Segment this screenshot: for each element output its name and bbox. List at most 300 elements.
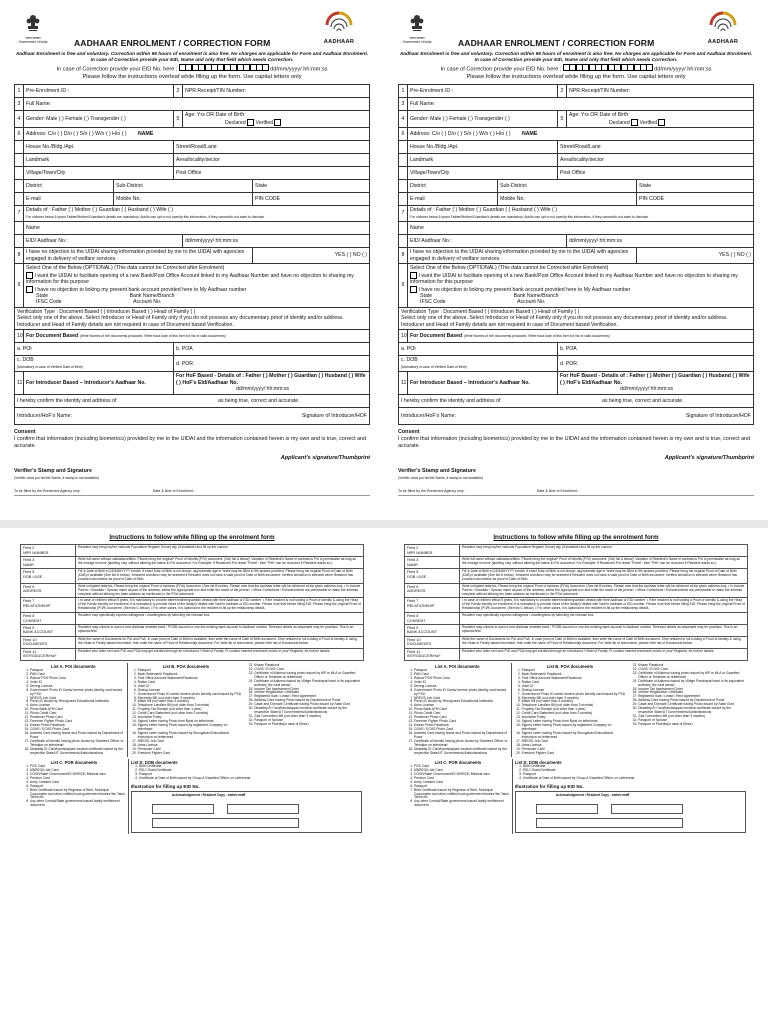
- document-list-item: 10. Photo Bank ATM Card: [414, 708, 509, 712]
- village-field[interactable]: Village/Town/City: [408, 167, 558, 180]
- sharing-yes-no[interactable]: YES ( ) NO ( ): [253, 248, 370, 264]
- district-field[interactable]: District: [408, 180, 498, 193]
- instructions-table: [20, 544, 364, 661]
- document-list-item: 7. Birth Certificate issued by Registrar of Birth, Municipal Corporation and other notified local government bodies like Taluk, Tehsil etc.: [414, 789, 510, 801]
- instructions-table: [404, 544, 748, 661]
- list-b-continued: [244, 663, 364, 757]
- link-account-checkbox[interactable]: [26, 286, 33, 293]
- instruction-row: [21, 569, 364, 584]
- instructions-title: Instructions to follow while filling up the enrolment form: [109, 534, 275, 541]
- document-list-item: 32. Passport of Spouse: [638, 719, 746, 723]
- list-a: List A. POI documents 1. Passport 2. PAN Card 3. Ration/ PDS Photo Card 4. Voter ID 5. Driving License 6. Government Photo ID Cards/ service photo identity card issued by PSU 7. NREGS Job Card 8. Photo ID issued by Recognized Educational Institution 9. Arms License 10. Photo Bank ATM Card 11. Photo Credit Card 12. Pensioner Photo Card 13. Freedom Fighter Photo Card 14. Kissan Photo Passbook 15. CGHS / ECHS Photo Card 16. Address Card having Name and Photo issued by Department of Posts 17. Certificate of Identify having photo issued by Gazetted Officer or Tehsildar on letterhead 18. Disability ID Card/handicapped medical certificate issued by the respective State/UT Governments/Administrations: [404, 663, 512, 757]
- document-list-item: 29. Caste and Domicile Certificate having Photo issued by State Govt.: [638, 703, 746, 707]
- illustration-title: Illustration for filling up EID No.: [130, 783, 200, 789]
- document-list-item: 2. MNREGA Job Card: [30, 769, 126, 773]
- form-table: 1 Pre-Enrolment ID : 2 NPR Receipt/TIN Number: 3 Full Name: 4 Gender: Male ( ) Female ( ) Transgender ( ) 5 Age: Yrs OR Date of Birth: Declared Verified 6 Address: C/o ( ) D/o ( ) S/o ( ) W/o ( ) H/o ( ) NAME House No./Bldg./Apt. Street/Road/Lane Landmark Area/locality/sector Village/Town/City Post Office District Sub-District State E-mail Mobile No. PIN CODE 7 Details of : Father ( ) Mother ( ) Guardian ( ) Husband ( ) Wife ( ) For children below 5 years Father/Mother/Guardian's details are mandatory. Adults can opt to not specify this information, if they cannot/do not want to disclose. Name EID/ Aadhaar No.: dd/mm/yyyy/ hh:mm:ss 8 I have no objection to the UIDAI sharing information provided by me to the UIDAI with agencies engaged in delivery of welfare services. YES ( ) NO ( ) 9 Select One of the Below (OPTIONAL) (This data cannot be Corrected after Enrolment) I want the UIDAI to facilitate opening of a new Bank/Post Office Account linked to my Aadhaar Number and have no objection to sharing my information for this purpose I have no objection to linking my present bank account provided here to My Aadhaar number State Bank Name/Branch IFSC Code Account No. Verification Type : Document Based ( ) Introducer Based ( ) Head of Family ( ) Select only one of the above. Select Introducer or Head of Family only if you do not possess any documentary proof of identity and/or address. Introducer and Head of Family details are not required in case of Document based Verification. 10 For Document Based (Write Names of the documents produced, Refer back side of this form for list of valid documents) a. POI b. POA c. DOB (Mandatory in case of Verified Date of Birth) d. POR 11 For Introducer Based – Introducer's Aadhaar No. For HoF Based - Details of : Father ( ) Mother ( ) Guardian ( ) Husband ( ) Wife ( ) HoF's EId/Aadhaar No. dd/mm/yyyy/ hh:mm:ss I hereby confirm the identity and address of as being true, correct and accurate. Introducer/HoF's Name: Signature of Introducer/HOF: [14, 84, 370, 425]
- document-list-item: 6. Passport: [30, 785, 126, 789]
- dob-doc-field[interactable]: c. DOB (Mandatory in case of Verified Date of Birth): [399, 356, 558, 372]
- instruction-text: Resident may bring his/her National Population Register Survey slip (if available) and fill up the column.: [460, 545, 748, 557]
- instruction-field-label: Field 10 DOCUMENTS: [21, 636, 76, 648]
- poi-field[interactable]: a. POI: [399, 343, 558, 356]
- pre-enrolment-id-field[interactable]: Pre-Enrolment ID :: [24, 85, 174, 98]
- document-list-item: 12. Pensioner Photo Card: [414, 716, 509, 720]
- form-header: [398, 10, 754, 52]
- document-list-item: 2. PAN Card: [30, 673, 125, 677]
- instruction-field-label: Field 8 CONSENT: [405, 613, 460, 625]
- instruction-row: [21, 648, 364, 660]
- applicant-signature[interactable]: Applicant's signature/Thumbprint: [280, 454, 370, 461]
- relation-eid-field[interactable]: EID/ Aadhaar No.:: [408, 235, 567, 248]
- instruction-field-label: Field 3 NAME: [21, 557, 76, 569]
- document-list-item: 15. CGHS / ECHS Photo Card: [30, 728, 125, 732]
- instructions-page: [20, 534, 364, 834]
- email-field[interactable]: E-mail: [24, 193, 114, 206]
- document-list-item: 4. Certificate of Date of Birth issued by Group A Gazetted Officer on Letterhead: [139, 777, 362, 781]
- form-page-right: [384, 0, 768, 520]
- instruction-field-label: Field 9 BANK ACCOUNT: [405, 625, 460, 637]
- subdistrict-field[interactable]: Sub-District: [114, 180, 253, 193]
- pincode-field[interactable]: PIN CODE: [253, 193, 370, 206]
- document-list-item: 14. Signed Letter having Photo from Bank on letterhead: [522, 720, 627, 724]
- instruction-row: [405, 613, 748, 625]
- state-field[interactable]: State: [253, 180, 370, 193]
- document-list-item: 3. CGHS/State Government/ECHS/ESIC Medical card: [414, 773, 510, 777]
- declared-checkbox[interactable]: [247, 119, 254, 126]
- document-list-item: 18. Arms License: [138, 744, 243, 748]
- document-list-item: 10. Telephone Landline Bill (not older than 3 months): [138, 704, 243, 708]
- document-list-item: 12. Pensioner Photo Card: [30, 716, 125, 720]
- poa-field[interactable]: b. POA: [174, 343, 370, 356]
- document-list-item: 5. Driving License: [414, 685, 509, 689]
- document-list-item: 33. Passport of Parents(in case of Minor): [254, 723, 362, 727]
- list-b: List B. POA documents 1. Passport 2. Bank Statement/ Passbook 3. Post Office Account Statement/Passbook 4. Ration Card 5. Voter ID 6. Driving License 7. Government Photo ID cards/ service photo identity card issued by PSU 8. Electricity Bill (not older than 3 months) 9. Water bill (not older than 3 months) 10. Telephone Landline Bill (not older than 3 months) 11. Property Tax Receipt (not older than 1 year) 12. Credit Card Statement (not older than 3 months) 13. Insurance Policy 14. Signed Letter having Photo from Bank on letterhead 15. Signed Letter having Photo issued by registered Company on letterhead 16. Signed Letter having Photo issued by Recognized Educational Instruction on letterhead 17. NREGS Job Card 18. Arms License 19. Pensioner Card 20. Freedom Fighter Card: [512, 663, 629, 757]
- landmark-field[interactable]: Landmark: [24, 154, 174, 167]
- document-list-item: 3. Ration/ PDS Photo Card: [414, 677, 509, 681]
- consent-block: Consent I confirm that information (including biometrics) provided by me to the UIDAI and the information contained herein is my own and is true, correct and accurate.: [14, 428, 367, 449]
- pincode-field[interactable]: PIN CODE: [637, 193, 754, 206]
- document-list-item: 7. NREGS Job Card: [30, 697, 125, 701]
- confirm-line: I hereby confirm the identity and address of as being true, correct and accurate.: [15, 394, 370, 407]
- verification-type[interactable]: Verification Type : Document Based ( ) Introducer Based ( ) Head of Family ( ) Select only one of the above. Select Introducer or Head of Family only if you do not possess any documentary proof of identity and/or address. Introducer and Head of Family details are not required in case of Document based Verification.: [399, 307, 754, 330]
- page-gap: [0, 520, 768, 528]
- dob-field[interactable]: Age: Yrs OR Date of Birth: Declared Verified: [567, 111, 754, 128]
- introducer-sign-row: Introducer/HoF's Name: Signature of Introducer/HOF: [15, 407, 370, 424]
- document-list-item: 4. Pension Card: [414, 777, 510, 781]
- sharing-consent-text: I have no objection to the UIDAI sharing information provided by me to the UIDAI with agencies engaged in delivery of welfare services.: [408, 248, 637, 264]
- introducer-field[interactable]: For Introducer Based – Introducer's Aadhaar No.: [24, 372, 174, 395]
- document-list-item: 14. Kissan Photo Passbook: [30, 724, 125, 728]
- agency-line: To be filled by the Enrolment Agency only : Date & time of Enrolment :: [14, 489, 370, 495]
- document-list-item: 1. PDS Card: [414, 765, 510, 769]
- document-list-item: 33. Passport of Parents(in case of Minor): [638, 723, 746, 727]
- document-list-item: 5. Voter ID: [522, 685, 627, 689]
- document-list-item: 1. Birth Certificate: [139, 765, 362, 769]
- document-list-item: 9. Arms License: [30, 704, 125, 708]
- introducer-sign-row: Introducer/HoF's Name: Signature of Introducer/HOF: [399, 407, 754, 424]
- document-list-item: 11. Property Tax Receipt (not older than 1 year): [522, 708, 627, 712]
- form-table: 1 Pre-Enrolment ID : 2 NPR Receipt/TIN Number: 3 Full Name: 4 Gender: Male ( ) Female ( ) Transgender ( ) 5 Age: Yrs OR Date of Birth: Declared Verified 6 Address: C/o ( ) D/o ( ) S/o ( ) W/o ( ) H/o ( ) NAME House No./Bldg./Apt. Street/Road/Lane Landmark Area/locality/sector Village/Town/City Post Office District Sub-District State E-mail Mobile No. PIN CODE 7 Details of : Father ( ) Mother ( ) Guardian ( ) Husband ( ) Wife ( ) For children below 5 years Father/Mother/Guardian's details are mandatory. Adults can opt to not specify this information, if they cannot/do not want to disclose. Name EID/ Aadhaar No.: dd/mm/yyyy/ hh:mm:ss 8 I have no objection to the UIDAI sharing information provided by me to the UIDAI with agencies engaged in delivery of welfare services. YES ( ) NO ( ) 9 Select One of the Below (OPTIONAL) (This data cannot be Corrected after Enrolment) I want the UIDAI to facilitate opening of a new Bank/Post Office Account linked to my Aadhaar Number and have no objection to sharing my information for this purpose I have no objection to linking my present bank account provided here to My Aadhaar number State Bank Name/Branch IFSC Code Account No. Verification Type : Document Based ( ) Introducer Based ( ) Head of Family ( ) Select only one of the above. Select Introducer or Head of Family only if you do not possess any documentary proof of identity and/or address. Introducer and Head of Family details are not required in case of Document based Verification. 10 For Document Based (Write Names of the documents produced, Refer back side of this form for list of valid documents) a. POI b. POA c. DOB (Mandatory in case of Verified Date of Birth) d. POR 11 For Introducer Based – Introducer's Aadhaar No. For HoF Based - Details of : Father ( ) Mother ( ) Guardian ( ) Husband ( ) Wife ( ) HoF's EId/Aadhaar No. dd/mm/yyyy/ hh:mm:ss I hereby confirm the identity and address of as being true, correct and accurate. Introducer/HoF's Name: Signature of Introducer/HOF: [398, 84, 754, 425]
- instructions-title: Instructions to follow while filling up the enrolment form: [493, 534, 659, 541]
- document-list-item: 18. Disability ID Card/handicapped medical certificate issued by the respective State/UT Governments/Administrations: [30, 748, 125, 756]
- instruction-text: Fill in Date of Birth in DD/MM/YYYY format. If exact Date of Birth is not known, approximate age in Years may be filled in the spaces provided. Please bring the original Proof of Date of Birth (DoB) if available (See list D below). Declared checkbox may be selected if Resident does not have a valid proof of Date of Birth document. Verified checkbox is selected when Resident has provided documents as proof of Date of Birth.: [460, 569, 748, 584]
- aadhaar-logo-icon: AADHAAR: [698, 10, 748, 50]
- instruction-text: • In case of children below 5 years, it is mandatory to provide father/mother/guardian details with their Aadhaar or EID number. • If the resident is not holding a Proof of Identity & using the Head of the Family identity for enrolment, it is mandatory to provide Head of the family's details with his/her Aadhaar or EID number. Please note that before filling EID. Please bring the original Proof of Relationship (POR) document. (See list C below). • For other cases, it is optional for the resident to fill up the relationship details.: [76, 598, 364, 613]
- consent-block: Consent I confirm that information (including biometrics) provided by me to the UIDAI and the information contained herein is my own and is true, correct and accurate.: [398, 428, 751, 449]
- document-list-item: 4. Voter ID: [30, 681, 125, 685]
- document-list-item: 28. Address Card having Photo issued by Department of Posts: [638, 699, 746, 703]
- relation-eid-datetime: dd/mm/yyyy/ hh:mm:ss: [183, 235, 370, 248]
- document-list-item: 7. NREGS Job Card: [414, 697, 509, 701]
- area-field[interactable]: Area/locality/sector: [174, 154, 370, 167]
- instruction-row: [405, 625, 748, 637]
- hof-field[interactable]: For HoF Based - Details of : Father ( ) Mother ( ) Guardian ( ) Husband ( ) Wife ( ) HoF's EId/Aadhaar No. dd/mm/yyyy/ hh:mm:ss: [174, 372, 370, 395]
- instruction-text: Resident who does not have POI and POA may get enrolled through an Introduced / Head of Family. PI contact nearest enrolment centre or your Registrar, for further details.: [76, 648, 364, 660]
- instruction-row: [405, 598, 748, 613]
- full-name-field[interactable]: Full Name:: [408, 98, 754, 111]
- new-account-checkbox[interactable]: [26, 272, 33, 279]
- document-list-item: 26. Vehicle Registration Certificate: [638, 691, 746, 695]
- new-account-checkbox[interactable]: [410, 272, 417, 279]
- instruction-field-label: Field 9 BANK ACCOUNT: [21, 625, 76, 637]
- document-list-item: 9. Water bill (not older than 3 months): [522, 700, 627, 704]
- document-list-item: 6. Driving License: [138, 689, 243, 693]
- document-list-item: 17. Certificate of Identify having photo issued by Gazetted Officer or Tehsildar on letterhead: [30, 740, 125, 748]
- verifier-stamp: Verifier's Stamp and Signature (Verifier must put his/her Name, if stamp is not available): [14, 467, 99, 480]
- instruction-field-label: Field 10 DOCUMENTS: [405, 636, 460, 648]
- instructions-line: Please follow the instructions overleaf while filling up the form. Use capital letters only: [82, 74, 302, 81]
- document-list-item: 4. Certificate of Date of Birth issued by Group A Gazetted Officer on Letterhead: [523, 777, 746, 781]
- document-list-item: 6. Government Photo ID Cards/ service photo identity card issued by PSU: [30, 689, 125, 697]
- document-list-item: 2. PAN Card: [414, 673, 509, 677]
- dob-doc-field[interactable]: c. DOB (Mandatory in case of Verified Date of Birth): [15, 356, 174, 372]
- document-list-item: 14. Kissan Photo Passbook: [414, 724, 509, 728]
- document-list-item: 4. Pension Card: [30, 777, 126, 781]
- document-list-item: 1. Passport: [30, 669, 125, 673]
- document-list-item: 1. Passport: [522, 669, 627, 673]
- document-lists-bottom: [20, 759, 364, 834]
- document-list-item: 20. Freedom Fighter Card: [522, 752, 627, 756]
- instruction-row: [21, 545, 364, 557]
- instruction-text: Resident may choose to open a new Aadhaar enabled bank / POSB account or can link existing bank account to Aadhaar number. Relevant details as requested may be provided. This is an optional field.: [460, 625, 748, 637]
- hof-field[interactable]: For HoF Based - Details of : Father ( ) Mother ( ) Guardian ( ) Husband ( ) Wife ( ) HoF's EId/Aadhaar No. dd/mm/yyyy/ hh:mm:ss: [558, 372, 754, 395]
- instruction-field-label: Field 6 ADDRESS: [405, 583, 460, 598]
- instruction-field-label: Field 2 NPR NUMBER: [21, 545, 76, 557]
- document-list-item: 13. Freedom Fighter Photo Card: [30, 720, 125, 724]
- document-list-item: 5. Army Canteen Card: [414, 781, 510, 785]
- document-list-item: 7. Government Photo ID cards/ service photo identity card issued by PSU: [522, 693, 627, 697]
- instructions-line: Please follow the instructions overleaf while filling up the form. Use capital letters only: [466, 74, 686, 81]
- instruction-row: [21, 636, 364, 648]
- npr-field[interactable]: NPR Receipt/TIN Number:: [567, 85, 754, 98]
- document-list-item: 18. Disability ID Card/handicapped medical certificate issued by the respective State/UT Governments/Administrations: [414, 748, 509, 756]
- document-list-item: 15. Signed Letter having Photo issued by registered Company on letterhead: [138, 724, 243, 732]
- list-d: List D. DOB documents 1. Birth Certificate 2. SSLC Book/Certificate 3. Passport 4. Certificate of Date of Birth issued by Group A Gazetted Officer on Letterhead Illustration for filling up EID No. Acknowledgement / Resident Copy - नामांकन पावती: [513, 759, 748, 834]
- pre-enrolment-id-field[interactable]: Pre-Enrolment ID :: [408, 85, 558, 98]
- document-list-item: 27. Registered Sale / Lease / Rent Agreement: [638, 695, 746, 699]
- bank-option-field: Select One of the Below (OPTIONAL) (This data cannot be Corrected after Enrolment) I want the UIDAI to facilitate opening of a new Bank/Post Office Account linked to my Aadhaar Number and have no objection to sharing my information for this purpose I have no objection to linking my present bank account provided here to My Aadhaar number State Bank Name/Branch IFSC Code Account No.: [408, 264, 754, 308]
- document-based-header: For Document Based (Write Names of the documents produced, Refer back side of this form for list of valid documents): [24, 330, 370, 343]
- instruction-text: Write the name of Documents for PoI and PoA. In case proof of Date of Birth is available, then write the name of Date of Birth document. If the resident is not holding a Proof of Identity & using the Head of Family based enrolment, then write the name of Proof of Relationship document. For Valid list of documents, please refer list of Documents below.: [76, 636, 364, 648]
- instruction-row: [21, 598, 364, 613]
- document-list-item: 17. NREGS Job Card: [138, 740, 243, 744]
- applicant-signature[interactable]: Applicant's signature/Thumbprint: [664, 454, 754, 461]
- document-list-item: 17. Certificate of Identify having photo issued by Gazetted Officer or Tehsildar on letterhead: [414, 740, 509, 748]
- instruction-row: [405, 636, 748, 648]
- form-header: [14, 10, 370, 52]
- instructions-page-right: [384, 528, 768, 1024]
- document-list-item: 8. Electricity Bill (not older than 3 months): [522, 697, 627, 701]
- subdistrict-field[interactable]: Sub-District: [498, 180, 637, 193]
- instruction-row: [405, 557, 748, 569]
- instruction-text: Resident who does not have POI and POA may get enrolled through an Introduced / Head of Family. PI contact nearest enrolment centre or your Registrar, for further details.: [460, 648, 748, 660]
- enrolment-form: [14, 10, 370, 496]
- dob-field[interactable]: Age: Yrs OR Date of Birth: Declared Verified: [183, 111, 370, 128]
- instruction-field-label: Field 5 DOB / AGE: [21, 569, 76, 584]
- document-list-item: 17. NREGS Job Card: [522, 740, 627, 744]
- document-list-item: 5. Army Canteen Card: [30, 781, 126, 785]
- instructions-page: [404, 534, 748, 834]
- instruction-field-label: Field 11 INTRODUCER/HoF: [405, 648, 460, 660]
- instruction-row: [21, 613, 364, 625]
- document-list-item: 8. Photo ID issued by Recognized Educational Institution: [414, 700, 509, 704]
- form-page-left: [0, 0, 384, 520]
- confirm-line: I hereby confirm the identity and address of as being true, correct and accurate.: [399, 394, 754, 407]
- full-name-field[interactable]: Full Name:: [24, 98, 370, 111]
- document-list-item: 3. Post Office Account Statement/Passbook: [138, 677, 243, 681]
- document-list-item: 23. Certificate of Address having photo issued by MP or MLA or Gazetted Officer or Tehsildar on letterhead: [638, 672, 746, 680]
- introducer-field[interactable]: For Introducer Based – Introducer's Aadhaar No.: [408, 372, 558, 395]
- district-field[interactable]: District: [24, 180, 114, 193]
- document-list-item: 15. Signed Letter having Photo issued by registered Company on letterhead: [522, 724, 627, 732]
- document-list-item: 8. Photo ID issued by Recognized Educational Institution: [30, 700, 125, 704]
- declared-checkbox[interactable]: [631, 119, 638, 126]
- document-list-item: 26. Vehicle Registration Certificate: [254, 691, 362, 695]
- village-field[interactable]: Village/Town/City: [24, 167, 174, 180]
- address-field[interactable]: Address: C/o ( ) D/o ( ) S/o ( ) W/o ( ) H/o ( ) NAME: [24, 128, 370, 141]
- instruction-field-label: Field 2 NPR NUMBER: [405, 545, 460, 557]
- document-list-item: 16. Signed Letter having Photo issued by Recognized Educational Instruction on letterhead: [138, 732, 243, 740]
- document-lists-bottom: [404, 759, 748, 834]
- verified-checkbox[interactable]: [658, 119, 665, 126]
- document-list-item: 2. Bank Statement/ Passbook: [138, 673, 243, 677]
- instruction-row: [405, 545, 748, 557]
- document-list-item: 19. Pensioner Card: [138, 748, 243, 752]
- street-field[interactable]: Street/Road/Lane: [174, 141, 370, 154]
- document-list-item: 32. Passport of Spouse: [254, 719, 362, 723]
- instruction-text: Fill in Date of Birth in DD/MM/YYYY format. If exact Date of Birth is not known, approximate age in Years may be filled in the spaces provided. Please bring the original Proof of Date of Birth (DoB) if available (See list D below). Declared checkbox may be selected if Resident does not have a valid proof of Date of Birth document. Verified checkbox is selected when Resident has provided documents as proof of Date of Birth.: [76, 569, 364, 584]
- relation-field[interactable]: Details of : Father ( ) Mother ( ) Guardian ( ) Husband ( ) Wife ( ) For children below 5 years Father/Mother/Guardian's details are mandatory. Adults can opt to not specify this information, if they cannot/do not want to disclose.: [24, 206, 370, 222]
- document-list-item: 23. Certificate of Address having photo issued by MP or MLA or Gazetted Officer or Tehsildar on letterhead: [254, 672, 362, 680]
- document-list-item: 2. SSLC Book/Certificate: [523, 769, 746, 773]
- national-emblem-icon: भारत सरकार Government of India: [18, 14, 48, 48]
- document-list-item: 30. Disability ID Card/handicapped medical certificate issued by the respective State/UT Governments/Administrations: [254, 707, 362, 715]
- document-list-item: 20. Freedom Fighter Card: [138, 752, 243, 756]
- document-list-item: 2. MNREGA Job Card: [414, 769, 510, 773]
- document-list-item: 7. Birth Certificate issued by Registrar of Birth, Municipal Corporation and other notified local government bodies like Taluk, Tehsil etc.: [30, 789, 126, 801]
- document-list-item: 31. Gas Connection Bill (not older than 3 months): [254, 715, 362, 719]
- instruction-text: Resident may bring his/her National Population Register Survey slip (if available) and fill up the column.: [76, 545, 364, 557]
- gender-field[interactable]: Gender: Male ( ) Female ( ) Transgender ( ): [24, 111, 174, 128]
- document-list-item: 9. Water bill (not older than 3 months): [138, 700, 243, 704]
- gender-field[interactable]: Gender: Male ( ) Female ( ) Transgender ( ): [408, 111, 558, 128]
- document-list-item: 1. Passport: [138, 669, 243, 673]
- instruction-text: Write the name of Documents for PoI and PoA. In case proof of Date of Birth is available, then write the name of Date of Birth document. If the resident is not holding a Proof of Identity & using the Head of Family based enrolment, then write the name of Proof of Relationship document. For Valid list of documents, please refer list of Documents below.: [460, 636, 748, 648]
- eid-boxes[interactable]: [563, 64, 653, 74]
- free-note: Aadhaar Enrolment is free and voluntary. Correction within 96 hours of enrolment is also free. No charges are applicable for Form and Aadhaar Enrolment. In case of Correction provide your EID, Name and only that field which needs Correction.: [15, 52, 369, 63]
- document-list-item: 6. Passport: [414, 785, 510, 789]
- document-list-item: 15. CGHS / ECHS Photo Card: [414, 728, 509, 732]
- document-list-item: 8. Any other Central/State government issued family entitlement document.: [414, 800, 510, 808]
- instruction-text: Resident may specifically express willingness / unwillingness by selecting the relevant box.: [76, 613, 364, 625]
- eid-illustration: Acknowledgement / Resident Copy - नामांकन पावती: [131, 791, 362, 833]
- document-list-item: 30. Disability ID Card/handicapped medical certificate issued by the respective State/UT Governments/Administrations: [638, 707, 746, 715]
- verification-type[interactable]: Verification Type : Document Based ( ) Introducer Based ( ) Head of Family ( ) Select only one of the above. Select Introducer or Head of Family only if you do not possess any documentary proof of identity and/or address. Introducer and Head of Family details are not required in case of Document based Verification.: [15, 307, 370, 330]
- document-list-item: 8. Any other Central/State government issued family entitlement document.: [30, 800, 126, 808]
- instruction-row: [405, 583, 748, 598]
- document-list-item: 3. CGHS/State Government/ECHS/ESIC Medical card: [30, 773, 126, 777]
- document-list-item: 14. Signed Letter having Photo from Bank on letterhead: [138, 720, 243, 724]
- instruction-row: [405, 569, 748, 584]
- document-list-item: 12. Credit Card Statement (not older than 3 months): [138, 712, 243, 716]
- verifier-stamp: Verifier's Stamp and Signature (Verifier must put his/her Name, if stamp is not available): [398, 467, 483, 480]
- document-list-item: 8. Electricity Bill (not older than 3 months): [138, 697, 243, 701]
- document-list-item: 21. Kissan Passbook: [254, 664, 362, 668]
- document-lists-top: [404, 663, 748, 757]
- sharing-yes-no[interactable]: YES ( ) NO ( ): [637, 248, 754, 264]
- street-field[interactable]: Street/Road/Lane: [558, 141, 754, 154]
- instruction-field-label: Field 7 RELATIONSHIP: [21, 598, 76, 613]
- document-list-item: 6. Driving License: [522, 689, 627, 693]
- bank-option-field: Select One of the Below (OPTIONAL) (This data cannot be Corrected after Enrolment) I want the UIDAI to facilitate opening of a new Bank/Post Office Account linked to my Aadhaar Number and have no objection to sharing my information for this purpose I have no objection to linking my present bank account provided here to My Aadhaar number State Bank Name/Branch IFSC Code Account No.: [24, 264, 370, 308]
- por-field[interactable]: d. POR: [174, 356, 370, 372]
- post-office-field[interactable]: Post Office: [558, 167, 754, 180]
- instruction-text: Resident may specifically express willingness / unwillingness by selecting the relevant box.: [460, 613, 748, 625]
- document-list-item: 24. Certificate of Address issued by Village Panchayat head or its equivalent authority (for rural areas): [638, 680, 746, 688]
- document-list-item: 13. Insurance Policy: [138, 716, 243, 720]
- document-list-item: 16. Address Card having Name and Photo issued by Department of Posts: [414, 732, 509, 740]
- sharing-consent-text: I have no objection to the UIDAI sharing information provided by me to the UIDAI with agencies engaged in delivery of welfare services.: [24, 248, 253, 264]
- post-office-field[interactable]: Post Office: [174, 167, 370, 180]
- document-list-item: 9. Arms License: [414, 704, 509, 708]
- document-list-item: 3. Post Office Account Statement/Passbook: [522, 677, 627, 681]
- instruction-text: Write full name without salutations/titles. Please bring the original* Proof of Identity (POI) document. (See list A below). Variation in Resident's Name in contrast to PoI is permissible as long as the change is minor (spelling only, without altering the Name in PoI document. For Example: If Resident's PoI reads "Preeti", then "Priti" can be recorded if Resident wants so.): [460, 557, 748, 569]
- instruction-text: • In case of children below 5 years, it is mandatory to provide father/mother/guardian details with their Aadhaar or EID number. • If the resident is not holding a Proof of Identity & using the Head of the Family identity for enrolment, it is mandatory to provide Head of the family's details with his/her Aadhaar or EID number. Please note that before filling EID. Please bring the original Proof of Relationship (POR) document. (See list C below). • For other cases, it is optional for the resident to fill up the relationship details.: [460, 598, 748, 613]
- document-list-item: 11. Property Tax Receipt (not older than 1 year): [138, 708, 243, 712]
- document-based-header: For Document Based (Write Names of the documents produced, Refer back side of this form for list of valid documents): [408, 330, 754, 343]
- instruction-text: Write complete address. Please bring the original Proof of Address (POA) document. (See list B below). Please note that the Aadhaar letter will be delivered at the given address only. • In include Parent / Guardian / Spouse name as part of the address, select the appropriate box and enter the name of the person. • Minor Corrections / Enhancements are permissible to make the address complete without altering the base address as mentioned in the POA document.: [460, 583, 748, 598]
- document-list-item: 4. Voter ID: [414, 681, 509, 685]
- document-list-item: 22. CGHS / ECHS Card: [254, 668, 362, 672]
- document-list-item: 3. Ration/ PDS Photo Card: [30, 677, 125, 681]
- relation-field[interactable]: Details of : Father ( ) Mother ( ) Guardian ( ) Husband ( ) Wife ( ) For children below 5 years Father/Mother/Guardian's details are mandatory. Adults can opt to not specify this information, if they cannot/do not want to disclose.: [408, 206, 754, 222]
- list-d: List D. DOB documents 1. Birth Certificate 2. SSLC Book/Certificate 3. Passport 4. Certificate of Date of Birth issued by Group A Gazetted Officer on Letterhead Illustration for filling up EID No. Acknowledgement / Resident Copy - नामांकन पावती: [129, 759, 364, 834]
- document-list-item: 13. Freedom Fighter Photo Card: [414, 720, 509, 724]
- document-list-item: 4. Ration Card: [522, 681, 627, 685]
- instruction-field-label: Field 8 CONSENT: [21, 613, 76, 625]
- list-c: List C. POR documents 1. PDS Card 2. MNREGA Job Card 3. CGHS/State Government/ECHS/ESIC Medical card 4. Pension Card 5. Army Canteen Card 6. Passport 7. Birth Certificate issued by Registrar of Birth, Municipal Corporation and other notified local government bodies like Taluk, Tehsil etc. 8. Any other Central/State government issued family entitlement document.: [20, 759, 129, 834]
- list-a: List A. POI documents 1. Passport 2. PAN Card 3. Ration/ PDS Photo Card 4. Voter ID 5. Driving License 6. Government Photo ID Cards/ service photo identity card issued by PSU 7. NREGS Job Card 8. Photo ID issued by Recognized Educational Institution 9. Arms License 10. Photo Bank ATM Card 11. Photo Credit Card 12. Pensioner Photo Card 13. Freedom Fighter Photo Card 14. Kissan Photo Passbook 15. CGHS / ECHS Photo Card 16. Address Card having Name and Photo issued by Department of Posts 17. Certificate of Identify having photo issued by Gazetted Officer or Tehsildar on letterhead 18. Disability ID Card/handicapped medical certificate issued by the respective State/UT Governments/Administrations: [20, 663, 128, 757]
- mobile-field[interactable]: Mobile No.: [498, 193, 637, 206]
- instruction-field-label: Field 11 INTRODUCER/HoF: [21, 648, 76, 660]
- instruction-field-label: Field 6 ADDRESS: [21, 583, 76, 598]
- instruction-row: [405, 648, 748, 660]
- link-account-checkbox[interactable]: [410, 286, 417, 293]
- instruction-row: [21, 583, 364, 598]
- instruction-field-label: Field 5 DOB / AGE: [405, 569, 460, 584]
- mobile-field[interactable]: Mobile No.: [114, 193, 253, 206]
- document-list-item: 12. Credit Card Statement (not older than 3 months): [522, 712, 627, 716]
- eid-boxes[interactable]: [179, 64, 269, 74]
- document-list-item: 2. Bank Statement/ Passbook: [522, 673, 627, 677]
- document-list-item: 11. Photo Credit Card: [30, 712, 125, 716]
- document-list-item: 3. Passport: [523, 773, 746, 777]
- document-list-item: 1. PDS Card: [30, 765, 126, 769]
- instruction-text: Write complete address. Please bring the original Proof of Address (POA) document. (See list B below). Please note that the Aadhaar letter will be delivered at the given address only. • In include Parent / Guardian / Spouse name as part of the address, select the appropriate box and enter the name of the person. • Minor Corrections / Enhancements are permissible to make the address complete without altering the base address as mentioned in the POA document.: [76, 583, 364, 598]
- document-list-item: 2. SSLC Book/Certificate: [139, 769, 362, 773]
- document-list-item: 5. Driving License: [30, 685, 125, 689]
- instruction-row: [21, 557, 364, 569]
- email-field[interactable]: E-mail: [408, 193, 498, 206]
- document-list-item: 21. Kissan Passbook: [638, 664, 746, 668]
- house-field[interactable]: House No./Bldg./Apt.: [24, 141, 174, 154]
- enrolment-form: [398, 10, 754, 496]
- landmark-field[interactable]: Landmark: [408, 154, 558, 167]
- document-list-item: 27. Registered Sale / Lease / Rent Agreement: [254, 695, 362, 699]
- document-list-item: 1. Passport: [414, 669, 509, 673]
- poa-field[interactable]: b. POA: [558, 343, 754, 356]
- document-list-item: 7. Government Photo ID cards/ service photo identity card issued by PSU: [138, 693, 243, 697]
- instructions-page-left: [0, 528, 384, 1024]
- illustration-title: Illustration for filling up EID No.: [514, 783, 584, 789]
- house-field[interactable]: House No./Bldg./Apt.: [408, 141, 558, 154]
- agency-line: To be filled by the Enrolment Agency only : Date & time of Enrolment :: [398, 489, 754, 495]
- list-c: List C. POR documents 1. PDS Card 2. MNREGA Job Card 3. CGHS/State Government/ECHS/ESIC Medical card 4. Pension Card 5. Army Canteen Card 6. Passport 7. Birth Certificate issued by Registrar of Birth, Municipal Corporation and other notified local government bodies like Taluk, Tehsil etc. 8. Any other Central/State government issued family entitlement document.: [404, 759, 513, 834]
- relation-name-field[interactable]: Name: [24, 222, 370, 235]
- relation-eid-datetime: dd/mm/yyyy/ hh:mm:ss: [567, 235, 754, 248]
- area-field[interactable]: Area/locality/sector: [558, 154, 754, 167]
- relation-eid-field[interactable]: EID/ Aadhaar No.:: [24, 235, 183, 248]
- verified-checkbox[interactable]: [274, 119, 281, 126]
- poi-field[interactable]: a. POI: [15, 343, 174, 356]
- instruction-text: Resident may choose to open a new Aadhaar enabled bank / POSB account or can link existing bank account to Aadhaar number. Relevant details as requested may be provided. This is an optional field.: [76, 625, 364, 637]
- document-lists-top: [20, 663, 364, 757]
- relation-name-field[interactable]: Name: [408, 222, 754, 235]
- eid-row: In case of Correction provide your EID No. here : dd/mm/yyyy/ hh:mm:ss: [398, 64, 754, 74]
- state-field[interactable]: State: [637, 180, 754, 193]
- por-field[interactable]: d. POR: [558, 356, 754, 372]
- form-title: AADHAAR ENROLMENT / CORRECTION FORM: [74, 38, 271, 48]
- document-list-item: 31. Gas Connection Bill (not older than 3 months): [638, 715, 746, 719]
- document-list-item: 5. Voter ID: [138, 685, 243, 689]
- document-list-item: 24. Certificate of Address issued by Village Panchayat head or its equivalent authority (for rural areas): [254, 680, 362, 688]
- eid-illustration: Acknowledgement / Resident Copy - नामांकन पावती: [515, 791, 746, 833]
- instruction-field-label: Field 7 RELATIONSHIP: [405, 598, 460, 613]
- npr-field[interactable]: NPR Receipt/TIN Number:: [183, 85, 370, 98]
- address-field[interactable]: Address: C/o ( ) D/o ( ) S/o ( ) W/o ( ) H/o ( ) NAME: [408, 128, 754, 141]
- document-list-item: 11. Photo Credit Card: [414, 712, 509, 716]
- instruction-field-label: Field 3 NAME: [405, 557, 460, 569]
- aadhaar-logo-icon: AADHAAR: [314, 10, 364, 50]
- document-list-item: 25. Income Tax Assessment Order: [254, 688, 362, 692]
- document-list-item: 28. Address Card having Photo issued by Department of Posts: [254, 699, 362, 703]
- eid-row: In case of Correction provide your EID No. here : dd/mm/yyyy/ hh:mm:ss: [14, 64, 370, 74]
- document-list-item: 22. CGHS / ECHS Card: [638, 668, 746, 672]
- document-list-item: 3. Passport: [139, 773, 362, 777]
- list-b: List B. POA documents 1. Passport 2. Bank Statement/ Passbook 3. Post Office Account Statement/Passbook 4. Ration Card 5. Voter ID 6. Driving License 7. Government Photo ID cards/ service photo identity card issued by PSU 8. Electricity Bill (not older than 3 months) 9. Water bill (not older than 3 months) 10. Telephone Landline Bill (not older than 3 months) 11. Property Tax Receipt (not older than 1 year) 12. Credit Card Statement (not older than 3 months) 13. Insurance Policy 14. Signed Letter having Photo from Bank on letterhead 15. Signed Letter having Photo issued by registered Company on letterhead 16. Signed Letter having Photo issued by Recognized Educational Instruction on letterhead 17. NREGS Job Card 18. Arms License 19. Pensioner Card 20. Freedom Fighter Card: [128, 663, 245, 757]
- national-emblem-icon: भारत सरकार Government of India: [402, 14, 432, 48]
- instruction-row: [21, 625, 364, 637]
- form-title: AADHAAR ENROLMENT / CORRECTION FORM: [458, 38, 655, 48]
